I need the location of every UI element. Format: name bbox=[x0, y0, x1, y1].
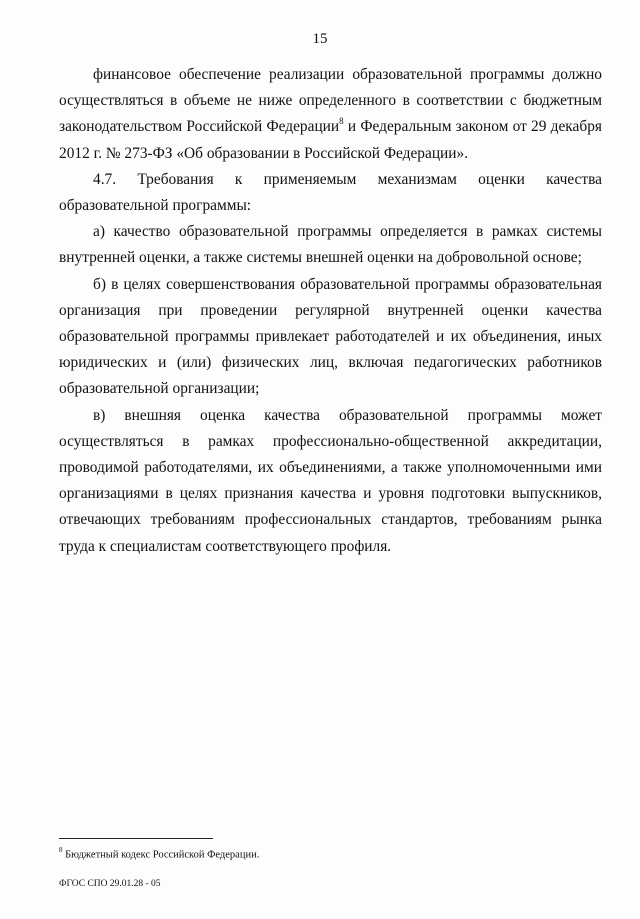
paragraph-item-b: б) в целях совершенствования образовательной программы образовательная организация при проведении регулярной внутренней оценки качества образовательной программы привлекает работодателей и их объединения, иных юридических и (или) физических лиц, включая педагогических работников образовательной организации; bbox=[59, 275, 602, 398]
footnote-reference: 8 bbox=[339, 116, 344, 127]
footnote bbox=[59, 844, 599, 863]
paragraph-continuation bbox=[59, 62, 602, 167]
footnote-text: Бюджетный кодекс Российской Федерации. bbox=[62, 849, 260, 861]
paragraph-item-a: а) качество образовательной программы определяется в рамках системы внутренней оценки, а также системы внешней оценки на добровольной основе; bbox=[59, 223, 602, 267]
document-body bbox=[59, 62, 602, 560]
paragraph-4-7: 4.7. Требования к применяемым механизмам оценки качества образовательной программы: bbox=[59, 170, 602, 215]
paragraph-item-v: в) внешняя оценка качества образовательной программы может осуществляться в рамках профессионально-общественной аккредитации, проводимой работодателями, их объединениями, а также уполномоченными ими организациями в целях признания качества и уровня подготовки выпускников, отвечающих требованиям профессиональных стандартов, требованиям рынка труда к специалистам соответствующего профиля. bbox=[59, 406, 602, 555]
footnote-marker: 8 bbox=[59, 846, 63, 854]
paragraph-text: финансовое обеспечение реализации образовательной программы должно осуществляться в объеме не ниже определенного в соответствии с бюджетным законодательством Российской Федерации bbox=[59, 66, 602, 136]
footnote-divider bbox=[59, 838, 213, 839]
paragraph-text: и Федеральным законом от 29 декабря 2012 г. № 273-ФЗ «Об образовании в Российской Федерации». bbox=[59, 118, 602, 162]
page-number: 15 bbox=[312, 31, 328, 47]
document-code: ФГОС СПО 29.01.28 - 05 bbox=[59, 879, 161, 889]
